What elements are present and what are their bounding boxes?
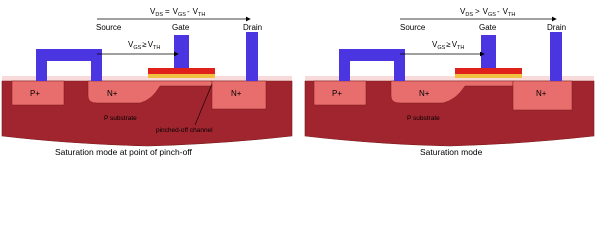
n-plus-right-label: N+ [536, 89, 547, 98]
gate-oxide [455, 74, 522, 78]
gate-contact [481, 35, 496, 68]
n-plus-right-label: N+ [231, 89, 242, 98]
vgs-condition: $V_{GS}\ge V_{TH}$ [128, 40, 161, 51]
vgs-condition: $V_{GS}\ge V_{TH}$ [432, 40, 465, 51]
p-plus-label: P+ [30, 89, 41, 98]
pinch-off-annotation: pinched-off channel [156, 127, 213, 134]
panel-pinch-off [2, 7, 292, 157]
source-label: Source [96, 23, 122, 32]
gate-label: Gate [172, 23, 190, 32]
gate-contact [174, 35, 189, 68]
drain-label: Drain [547, 23, 567, 32]
n-plus-left-label: N+ [419, 89, 430, 98]
gate-label: Gate [479, 23, 497, 32]
vds-equation: $V_{DS} > V_{GS}-$ $V_{TH}$ [460, 7, 516, 18]
gate-electrode [455, 68, 522, 74]
p-substrate-label: P substrate [104, 115, 137, 122]
panel-caption: Saturation mode at point of pinch-off [55, 147, 192, 157]
drain-label: Drain [243, 23, 263, 32]
panel-saturation [305, 7, 594, 157]
p-plus-label: P+ [332, 89, 343, 98]
drain-contact [246, 32, 258, 81]
gate-oxide [148, 74, 215, 78]
source-label: Source [400, 23, 426, 32]
panel-caption: Saturation mode [420, 147, 483, 157]
n-plus-left-label: N+ [107, 89, 118, 98]
p-substrate-label: P substrate [407, 115, 440, 122]
drain-contact [550, 32, 562, 81]
gate-electrode [148, 68, 215, 74]
vds-equation: $V_{DS} = V_{GS}-$ $V_{TH}$ [150, 7, 206, 18]
